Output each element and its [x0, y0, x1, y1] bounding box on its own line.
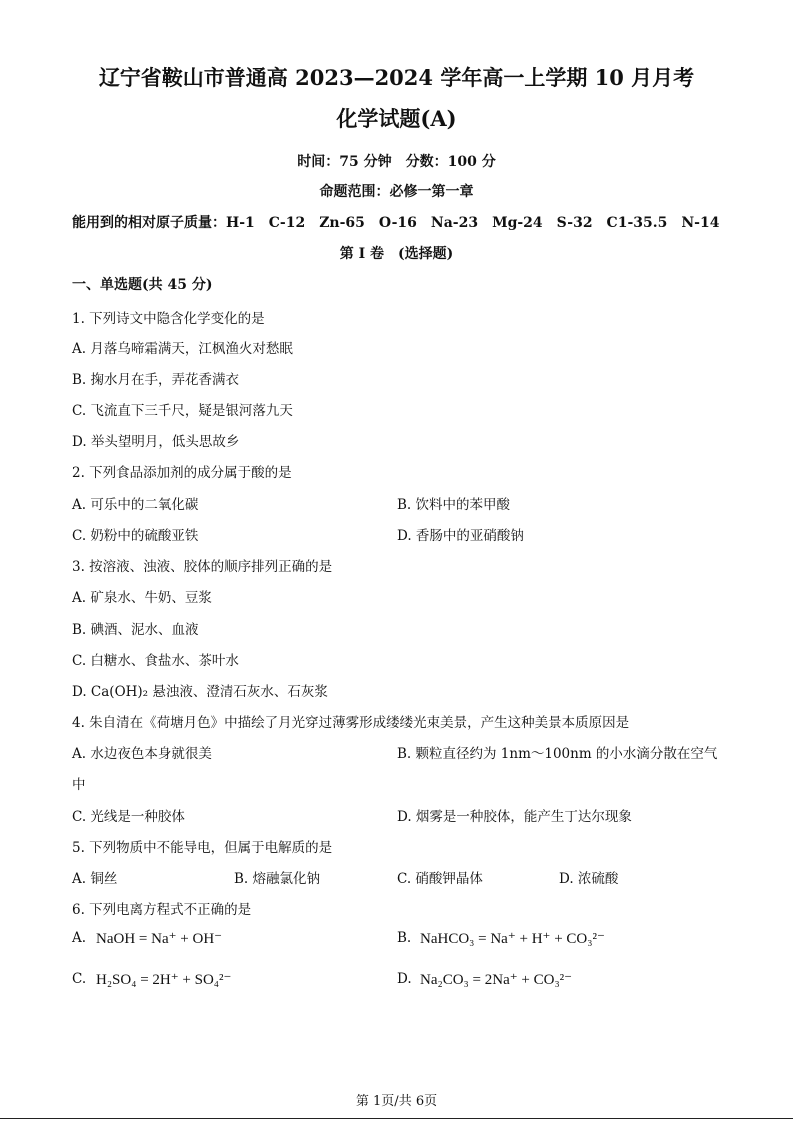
- volume-heading: 第 I 卷 (选择题): [339, 246, 454, 262]
- option-b-continued: 中: [72, 777, 86, 793]
- option-b: B. 饮料中的苯甲酸: [397, 497, 511, 513]
- exam-subtitle: 化学试题(A): [336, 106, 457, 131]
- option-c: C. 光线是一种胶体: [72, 809, 185, 825]
- exam-title: 辽宁省鞍山市普通高 2023—2024 学年高一上学期 10 月月考: [98, 65, 695, 90]
- option-a-equation: NaOH = Na⁺ + OH⁻: [96, 931, 223, 947]
- atomic-masses: 能用到的相对原子质量：H-1 C-12 Zn-65 O-16 Na-23 Mg-24 S-32 C1-35.5 N-14: [72, 215, 720, 231]
- option-b: B. 颗粒直径约为 1nm～100nm 的小水滴分散在空气: [397, 746, 718, 762]
- scope: 命题范围：必修一第一章: [319, 184, 474, 200]
- question-stem: 1. 下列诗文中隐含化学变化的是: [72, 311, 265, 327]
- option-a: A. 可乐中的二氧化碳: [72, 497, 199, 513]
- option-c: C. 奶粉中的硫酸亚铁: [72, 528, 199, 544]
- question-stem: 6. 下列电离方程式不正确的是: [72, 902, 252, 918]
- option-c: C. 硝酸钾晶体: [397, 871, 483, 887]
- option-d: D. Ca(OH)₂ 悬浊液、澄清石灰水、石灰浆: [72, 684, 328, 700]
- option-b-label: B.: [397, 930, 412, 946]
- option-b: B. 熔融氯化钠: [234, 871, 321, 887]
- option-a-label: A.: [72, 930, 87, 946]
- time-score: 时间：75 分钟 分数：100 分: [297, 154, 496, 170]
- question-stem: 2. 下列食品添加剂的成分属于酸的是: [72, 465, 292, 481]
- option-c-label: C.: [72, 971, 87, 987]
- option-a: A. 月落乌啼霜满天，江枫渔火对愁眠: [72, 341, 293, 357]
- option-c: C. 飞流直下三千尺，疑是银河落九天: [72, 403, 293, 419]
- option-d-label: D.: [397, 971, 412, 987]
- bottom-rule: [0, 1118, 793, 1119]
- section-title: 一、单选题(共 45 分): [72, 277, 213, 293]
- question-stem: 3. 按溶液、浊液、胶体的顺序排列正确的是: [72, 559, 333, 575]
- option-d-equation: Na₂CO₃ = 2Na⁺ + CO₃²⁻: [420, 972, 573, 988]
- option-d: D. 香肠中的亚硝酸钠: [397, 528, 524, 544]
- option-a: A. 水边夜色本身就很美: [72, 746, 212, 762]
- option-c: C. 白糖水、食盐水、茶叶水: [72, 653, 239, 669]
- question-stem: 5. 下列物质中不能导电，但属于电解质的是: [72, 840, 333, 856]
- option-a: A. 铜丝: [72, 871, 118, 887]
- option-b: B. 碘酒、泥水、血液: [72, 622, 199, 638]
- option-d: D. 烟雾是一种胶体，能产生丁达尔现象: [397, 809, 632, 825]
- page-number: 第 1页/共 6页: [355, 1094, 438, 1109]
- option-c-equation: H₂SO₄ = 2H⁺ + SO₄²⁻: [96, 972, 232, 988]
- option-b: B. 掬水月在手，弄花香满衣: [72, 372, 240, 388]
- option-d: D. 浓硫酸: [559, 871, 619, 887]
- option-a: A. 矿泉水、牛奶、豆浆: [72, 590, 212, 606]
- option-d: D. 举头望明月，低头思故乡: [72, 434, 240, 450]
- option-b-equation: NaHCO₃ = Na⁺ + H⁺ + CO₃²⁻: [420, 931, 605, 947]
- question-stem: 4. 朱自清在《荷塘月色》中描绘了月光穿过薄雾形成缕缕光束美景，产生这种美景本质原因是: [72, 715, 630, 731]
